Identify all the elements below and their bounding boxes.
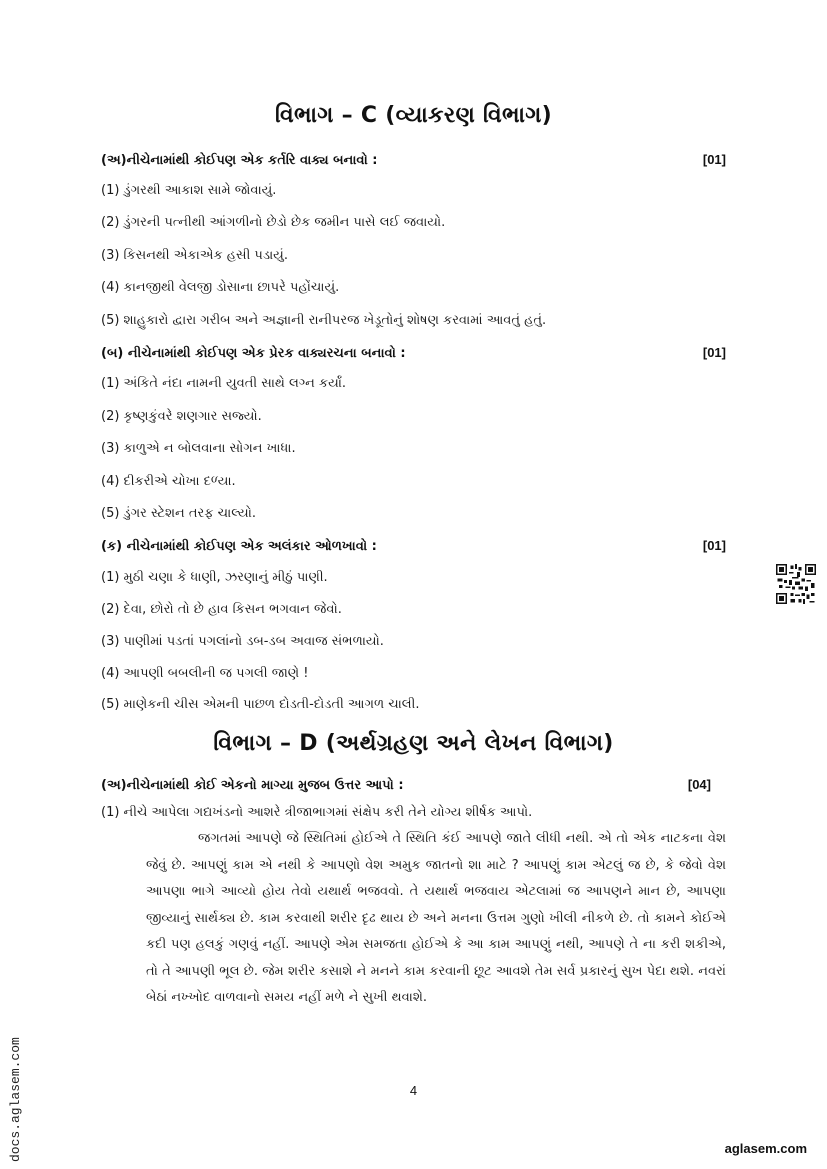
brand-link[interactable]: aglasem.com — [724, 1141, 807, 1156]
list-item: (2) દેવા, છોરો તો છે હાવ કિસન ભગવાન જેવો. — [101, 602, 342, 617]
section-d-title: વિભાગ – D (અર્થગ્રહણ અને લેખન વિભાગ) — [213, 731, 614, 756]
list-item: (2) કૃષ્ણકુંવરે શણગાર સજ્યો. — [101, 409, 262, 424]
question-a-label: (અ)નીચેનામાંથી કોઈપણ એક કર્તરિ વાક્ય બનાવો : — [101, 153, 378, 168]
question-c-header — [101, 538, 726, 554]
question-d-marks: [04] — [687, 777, 711, 792]
sub-question: (1) નીચે આપેલા ગદ્યખંડનો આશરે ત્રીજાભાગમાં સંક્ષેપ કરી તેને યોગ્ય શીર્ષક આપો. — [101, 805, 533, 820]
list-item: (3) કિસનથી એકાએક હસી પડાયું. — [101, 248, 288, 263]
list-item: (1) ડુંગરથી આકાશ સામે જોવાયું. — [101, 183, 277, 198]
question-d-header — [101, 777, 711, 793]
question-b-header — [101, 345, 726, 361]
list-item: (4) દીકરીએ ચોખા દળ્યા. — [101, 474, 236, 489]
list-item: (5) ડુંગર સ્ટેશન તરફ ચાલ્યો. — [101, 506, 256, 521]
question-b-marks: [01] — [702, 345, 726, 360]
page-number: 4 — [409, 1083, 418, 1098]
list-item: (5) માણેકની ચીસ એમની પાછળ દોડતી-દોડતી આગળ ચાલી. — [101, 697, 420, 712]
list-item: (2) ડુંગરની પત્નીથી આંગળીનો છેડો છેક જમીન પાસે લઈ જવાયો. — [101, 215, 446, 230]
question-a-marks: [01] — [702, 152, 726, 167]
list-item: (3) કાળુએ ન બોલવાના સોગન ખાધા. — [101, 441, 296, 456]
question-a-header — [101, 152, 726, 168]
list-item: (4) કાનજીથી વેલજી ડોસાના છાપરે પહોંચાયું. — [101, 280, 340, 295]
section-c-title: વિભાગ – C (વ્યાકરણ વિભાગ) — [275, 103, 552, 128]
qr-code-icon — [776, 564, 816, 604]
list-item: (1) અંકિતે નંદા નામની યુવતી સાથે લગ્ન કર્યાં. — [101, 376, 347, 391]
list-item: (3) પાણીમાં પડતાં પગલાંનો ડબ-ડબ અવાજ સંભળાયો. — [101, 634, 384, 649]
list-item: (1) મુઠી ચણા કે ધાણી, ઝરણાનું મીઠું પાણી. — [101, 570, 328, 585]
question-b-label: (બ) નીચેનામાંથી કોઈપણ એક પ્રેરક વાક્યરચના બનાવો : — [101, 346, 406, 361]
passage: જગતમાં આપણે જે સ્થિતિમાં હોઈએ તે સ્થિતિ કંઈ આપણે જાતે લીધી નથી. એ તો એક નાટકના વેશ જેવું છે. આપણું કામ એ નથી કે આપણો વેશ અમુક જાતનો શા માટે ? આપણું કામ એટલું જ છે, કે જેવો વેશ આપણા ભાગે આવ્યો હોય તેવો યથાર્થ ભજવવો. તે યથાર્થ ભજવાય એટલામાં જ આપણને માન છે, આપણા જીવ્યાનું સાર્થક્ય છે. કામ કરવાથી શરીર દૃઢ થાય છે અને મનના ઉત્તમ ગુણો ખીલી નીકળે છે. તો કામને કોઈએ કદી પણ હલકું ગણવું નહીં. આપણે એમ સમજતા હોઈએ કે આ કામ આપણું નથી, આપણે તે ના કરી શકીએ, તો તે આપણી ભૂલ છે. જેમ શરીર કસાશે ને મનને કામ કરવાની છૂટ આવશે તેમ સર્વ પ્રકારનું સુખ પેદા થશે. નવરાં બેઠાં નખ્ખોદ વાળવાનો સમય નહીં મળે ને સુખી થવાશે. — [146, 831, 726, 1005]
question-c-label: (ક) નીચેનામાંથી કોઈપણ એક અલંકાર ઓળખાવો : — [101, 539, 377, 554]
list-item: (4) આપણી બબલીની જ પગલી જાણે ! — [101, 666, 309, 681]
question-c-marks: [01] — [702, 538, 726, 553]
question-d-label: (અ)નીચેનામાંથી કોઈ એકનો માગ્યા મુજબ ઉત્તર આપો : — [101, 778, 404, 793]
list-item: (5) શાહુકારો દ્વારા ગરીબ અને અજ્ઞાની રાનીપરજ ખેડૂતોનું શોષણ કરવામાં આવતું હતું. — [101, 313, 547, 328]
side-watermark-url: docs.aglasem.com — [8, 1037, 23, 1162]
